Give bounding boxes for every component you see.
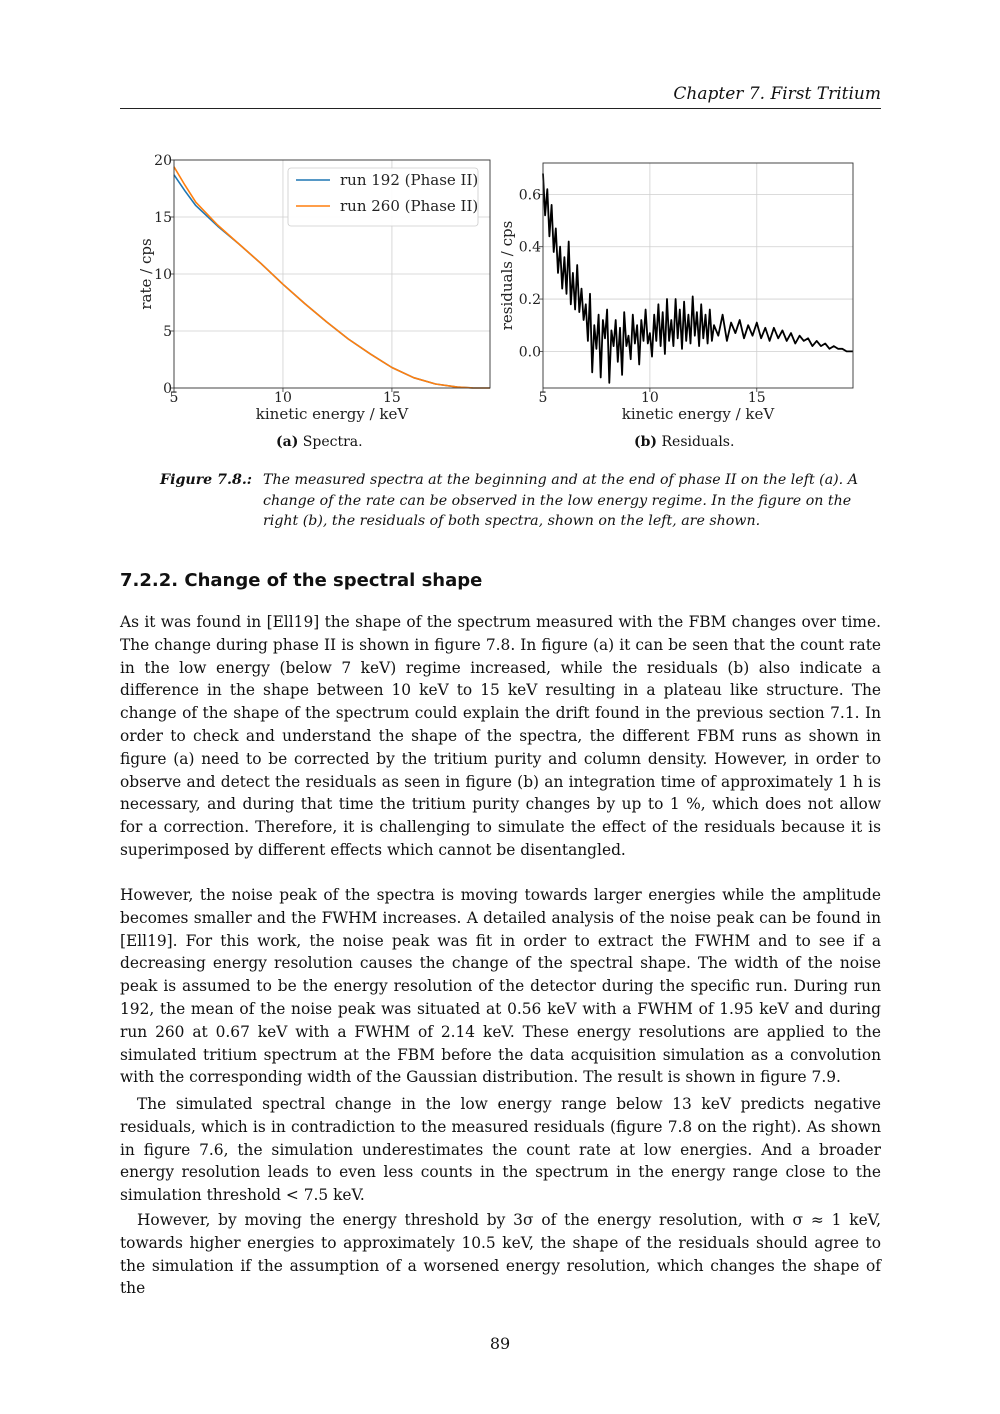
y-tick-label: 0.0: [518, 344, 541, 361]
figure-caption-text: The measured spectra at the beginning and at the end of phase II on the left (a). A change of the rate can be observed in the low energy regime. In the figure on the right (b), the residuals of both spectra, shown on the left, are shown.: [263, 472, 858, 529]
x-tick-label: 15: [383, 390, 401, 406]
chart-residuals: [495, 150, 865, 430]
x-tick-label: 15: [747, 390, 766, 406]
x-tick-label: 10: [640, 390, 659, 406]
figure-caption: [160, 470, 860, 532]
running-header: Chapter 7. First Tritium: [673, 84, 881, 104]
subcaption-b-label: (b): [634, 434, 658, 450]
paragraph-3: The simulated spectral change in the low energy range below 13 keV predicts negative residuals, which is in contradiction to the measured residuals (figure 7.8 on the right). As shown in figure 7.6, the simulation underestimates the count rate at low energies. And a broader energy resolution leads to even less counts in the spectrum in the energy range close to the simulation threshold < 7.5 keV.: [120, 1095, 881, 1205]
subcaption-a-label: (a): [276, 434, 299, 450]
legend-label-1: run 192 (Phase II): [340, 171, 479, 189]
x-tick-label: 5: [538, 390, 548, 406]
y-axis-label: residuals / cps: [498, 220, 516, 331]
subcaption-a-text: Spectra.: [302, 434, 363, 450]
chart-spectra: [130, 150, 500, 430]
y-tick-label: 0.2: [518, 292, 541, 309]
y-axis-label: rate / cps: [137, 238, 155, 310]
x-tick-label: 5: [169, 390, 179, 406]
y-tick-label: 5: [163, 324, 172, 340]
plot-frame: [543, 163, 853, 388]
paragraph-2: However, the noise peak of the spectra is moving towards larger energies while the amplitude becomes smaller and the FWHM increases. A detailed analysis of the noise peak can be found in [Ell19]. For this work, the noise peak was fit in order to extract the FWHM and to see if a decreasing energy resolution causes the change of the spectral shape. The width of the noise peak is assumed to be the energy resolution of the detector during the specific run. During run 192, the mean of the noise peak was situated at 0.56 keV with a FWHM of 1.95 keV and during run 260 at 0.67 keV with a FWHM of 2.14 keV. These energy resolutions are applied to the simulated tritium spectrum at the FBM before the data acquisition simulation as a convolution with the corresponding width of the Gaussian distribution. The result is shown in figure 7.9.: [120, 886, 881, 1087]
y-tick-label: 20: [154, 153, 172, 169]
paragraph-4: However, by moving the energy threshold by 3σ of the energy resolution, with σ ≈ 1 keV, towards higher energies to approximately 10.5 keV, the shape of the residuals should agree to the simulation if the assumption of a worsened energy resolution, which changes the shape of the: [120, 1211, 881, 1298]
x-axis-label: kinetic energy / keV: [255, 405, 409, 423]
legend-label-2: run 260 (Phase II): [340, 197, 479, 215]
paragraph-1: As it was found in [Ell19] the shape of the spectrum measured with the FBM changes over time. The change during phase II is shown in figure 7.8. In figure (a) it can be seen that the count rate in the low energy (below 7 keV) regime increased, while the residuals (b) also indicate a difference in the shape between 10 keV to 15 keV resulting in a plateau like structure. The change of the shape of the spectrum could explain the drift found in the previous section 7.1. In order to check and understand the shape of the spectra, the different FBM runs as shown in figure (a) need to be corrected by the tritium purity and column density. However, in order to observe and detect the residuals as seen in figure (b) an integration time of approximately 1 h is necessary, and during that time the tritium purity changes by up to 1 %, which does not allow for a correction. Therefore, it is challenging to simulate the effect of the residuals because it is superimposed by different effects which cannot be disentangled.: [120, 613, 881, 859]
subcaption-b-text: Residuals.: [661, 434, 735, 450]
page-number: 89: [489, 1334, 511, 1353]
header-rule: [120, 108, 881, 109]
section-heading: 7.2.2. Change of the spectral shape: [120, 570, 483, 591]
y-tick-label: 15: [154, 210, 172, 226]
y-tick-label: 0: [163, 381, 172, 397]
y-tick-label: 10: [154, 267, 172, 283]
subcaption-b: [634, 434, 734, 450]
x-axis-label: kinetic energy / keV: [621, 405, 775, 423]
figure-label: Figure 7.8.:: [160, 472, 252, 488]
y-tick-label: 0.4: [518, 239, 541, 256]
y-tick-label: 0.6: [518, 187, 541, 204]
subcaption-a: [276, 434, 363, 450]
x-tick-label: 10: [274, 390, 292, 406]
